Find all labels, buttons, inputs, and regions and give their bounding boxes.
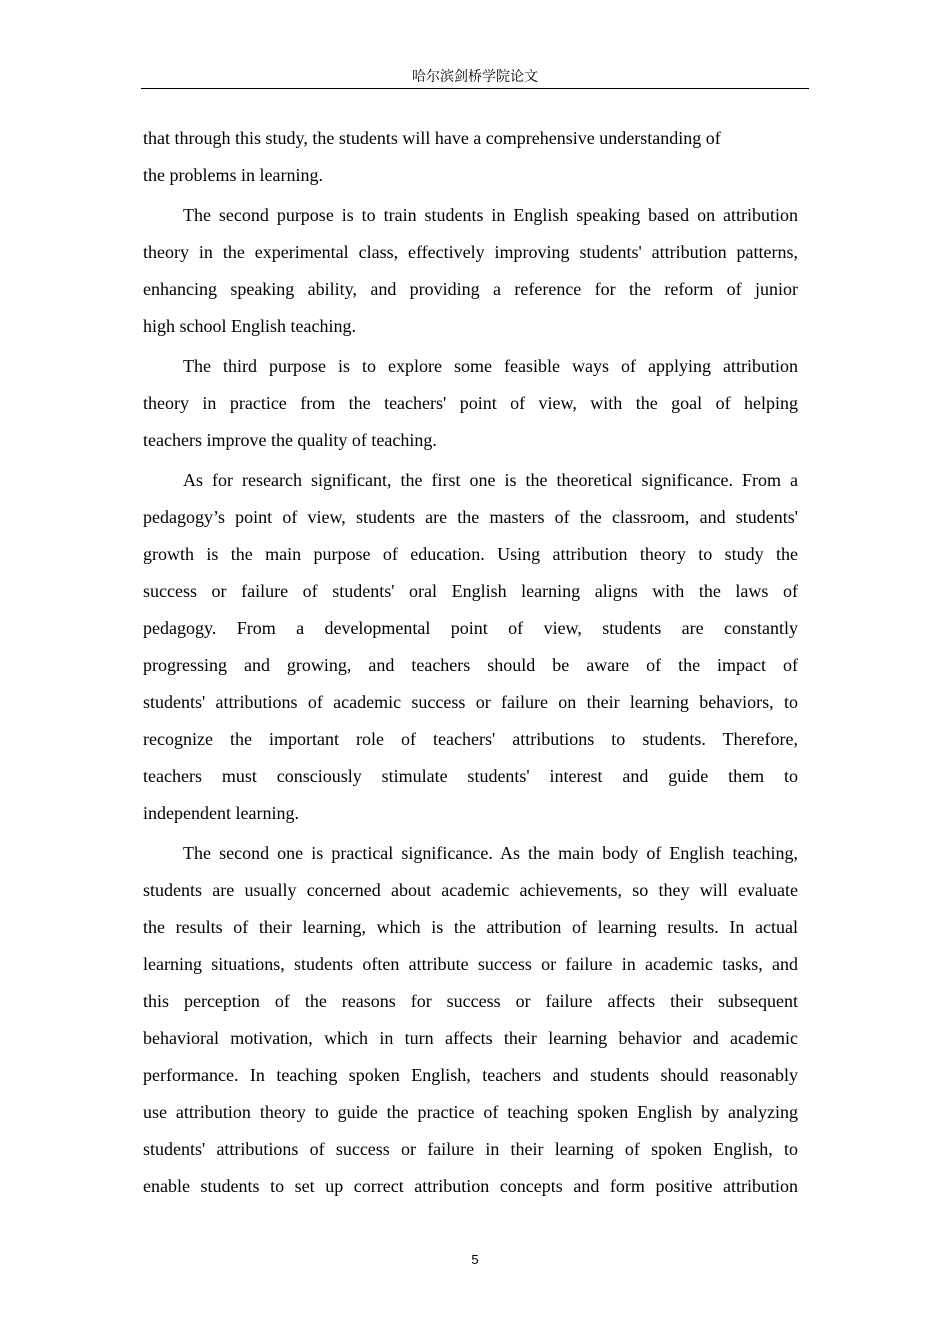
paragraph (143, 354, 798, 465)
text-line: performance. In teaching spoken English, teachers and students should reasonably (143, 1065, 798, 1085)
text-line: behavioral motivation, which in turn affects their learning behavior and academic (143, 1028, 798, 1048)
text-line: that through this study, the students will have a comprehensive understanding of (143, 128, 721, 148)
text-line: pedagogy’s point of view, students are the masters of the classroom, and students' (143, 507, 798, 527)
text-line: the problems in learning. (143, 165, 323, 185)
text-line: pedagogy. From a developmental point of view, students are constantly (143, 618, 798, 638)
text-line: growth is the main purpose of education. Using attribution theory to study the (143, 544, 798, 564)
text-line: recognize the important role of teachers' attributions to students. Therefore, (143, 729, 798, 749)
paragraph (143, 468, 798, 838)
text-line: learning situations, students often attribute success or failure in academic tasks, and (143, 954, 798, 974)
text-line: enhancing speaking ability, and providing a reference for the reform of junior (143, 279, 798, 299)
text-line: progressing and growing, and teachers should be aware of the impact of (143, 655, 798, 675)
paragraph (143, 203, 798, 351)
text-line: theory in the experimental class, effectively improving students' attribution patterns, (143, 242, 798, 262)
text-line: enable students to set up correct attribution concepts and form positive attribution (143, 1176, 798, 1196)
text-line: teachers must consciously stimulate students' interest and guide them to (143, 766, 798, 786)
text-line: students are usually concerned about academic achievements, so they will evaluate (143, 880, 798, 900)
text-line: high school English teaching. (143, 316, 356, 336)
text-line: the results of their learning, which is the attribution of learning results. In actual (143, 917, 798, 937)
page-header: 哈尔滨剑桥学院论文 (412, 69, 538, 85)
text-line: independent learning. (143, 803, 299, 823)
document-body (143, 126, 798, 1214)
text-line: The second one is practical significance. As the main body of English teaching, (183, 843, 798, 863)
text-line: students' attributions of academic success or failure on their learning behaviors, to (143, 692, 798, 712)
text-line: teachers improve the quality of teaching. (143, 430, 437, 450)
paragraph (143, 126, 798, 200)
text-line: this perception of the reasons for success or failure affects their subsequent (143, 991, 798, 1011)
text-line: The second purpose is to train students in English speaking based on attribution (183, 205, 798, 225)
paragraph (143, 841, 798, 1211)
text-line: The third purpose is to explore some feasible ways of applying attribution (183, 356, 798, 376)
page-number: 5 (471, 1252, 479, 1267)
text-line: use attribution theory to guide the practice of teaching spoken English by analyzing (143, 1102, 798, 1122)
text-line: students' attributions of success or failure in their learning of spoken English, to (143, 1139, 798, 1159)
text-line: As for research significant, the first one is the theoretical significance. From a (183, 470, 798, 490)
text-line: theory in practice from the teachers' point of view, with the goal of helping (143, 393, 798, 413)
text-line: success or failure of students' oral English learning aligns with the laws of (143, 581, 798, 601)
header-divider (141, 88, 809, 89)
